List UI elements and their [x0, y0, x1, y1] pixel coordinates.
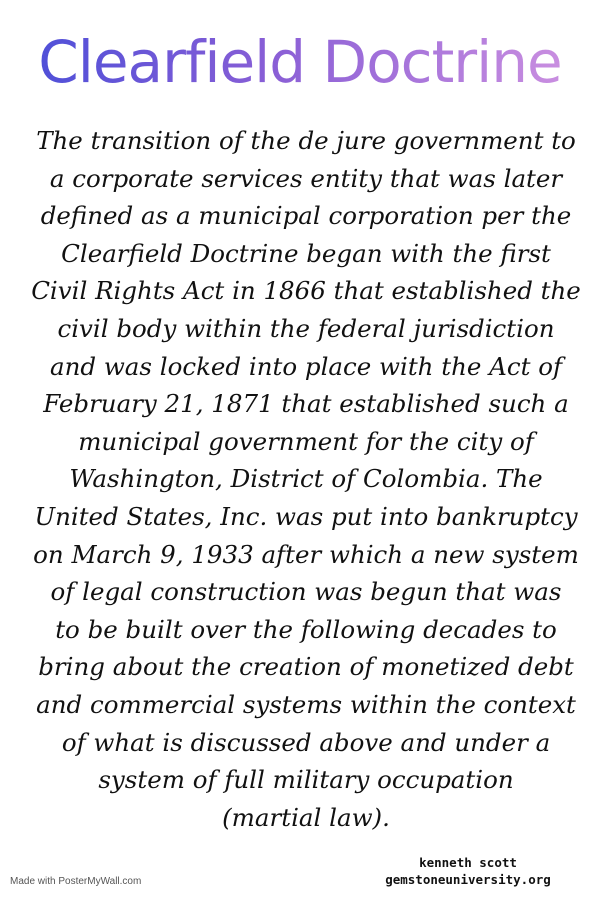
body-line: Civil Rights Act in 1866 that established the [31, 276, 581, 306]
body-line: and commercial systems within the context [36, 689, 576, 719]
author-website: gemstoneuniversity.org [385, 872, 551, 887]
body-line: and was locked into place with the Act of [49, 351, 563, 381]
body-line: on March 9, 1933 after which a new system [33, 539, 579, 569]
poster-title-text: Clearfield Doctrine [38, 28, 562, 96]
body-line: defined as a municipal corporation per the [40, 201, 572, 231]
body-line: to be built over the following decades to [55, 614, 557, 644]
body-line: Washington, District of Colombia. The [69, 464, 543, 494]
body-line: bring about the creation of monetized debt [38, 652, 574, 682]
poster-body-text [28, 122, 584, 836]
body-line: February 21, 1871 that established such a [43, 389, 569, 419]
body-line: of what is discussed above and under a [61, 727, 551, 757]
body-line: municipal government for the city of [78, 426, 534, 456]
author-credit [368, 854, 568, 888]
body-line: a corporate services entity that was later [49, 163, 563, 193]
body-line: civil body within the federal jurisdiction [57, 313, 555, 343]
body-line: of legal construction was begun that was [50, 577, 562, 607]
poster-title [0, 22, 600, 102]
author-name: kenneth scott [419, 855, 517, 870]
made-with-watermark: Made with PosterMyWall.com [10, 876, 142, 887]
body-line: The transition of the de jure government to [36, 126, 576, 155]
body-line: Clearfield Doctrine began with the first [61, 238, 551, 268]
body-line: system of full military occupation [98, 765, 514, 795]
body-line: (martial law). [222, 802, 390, 832]
body-line: United States, Inc. was put into bankruptcy [34, 501, 578, 531]
